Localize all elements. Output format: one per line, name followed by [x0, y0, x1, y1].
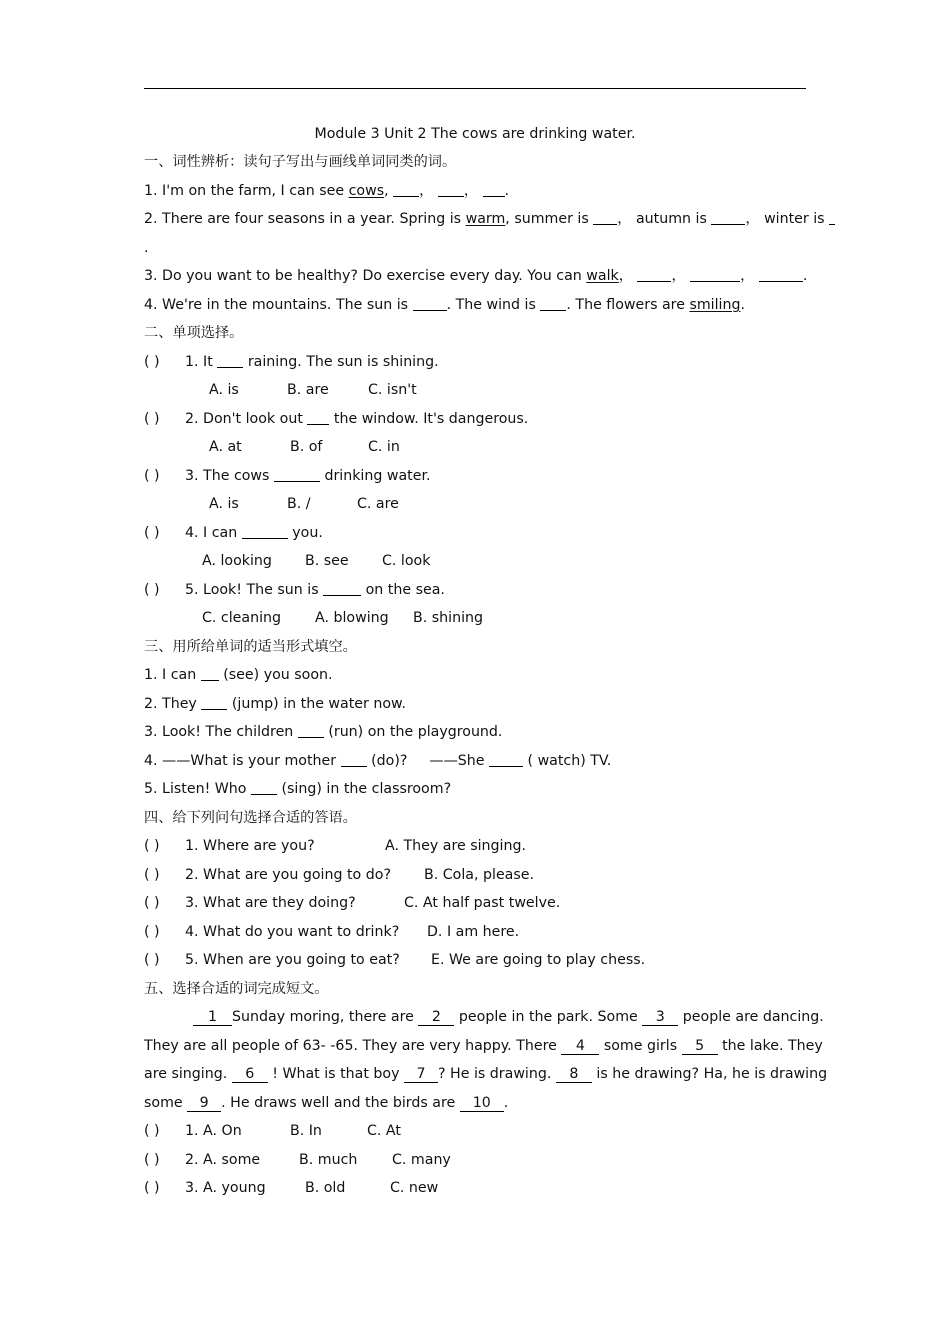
passage-text: some girls: [599, 1038, 682, 1054]
page-title: Module 3 Unit 2 The cows are drinking water.: [314, 126, 636, 142]
answer-blank[interactable]: [438, 183, 464, 197]
question-text: 1. Where are you?: [185, 838, 315, 854]
passage-text: .: [503, 1095, 509, 1111]
answer-blank[interactable]: [413, 297, 447, 311]
option-b[interactable]: B. In: [290, 1123, 322, 1139]
question-stem: 5. Look! The sun is: [185, 582, 324, 598]
question-text: 5. When are you going to eat?: [185, 952, 400, 968]
answer-blank: [323, 582, 361, 596]
question-stem: the window. It's dangerous.: [329, 411, 529, 427]
question-text: 2. They: [144, 696, 202, 712]
passage-line-1: [193, 1007, 824, 1027]
option-c[interactable]: C. are: [357, 496, 399, 512]
option-b[interactable]: B. much: [299, 1152, 358, 1168]
s1-q1-post: ,: [384, 183, 394, 199]
question-text: 3. What are they doing?: [185, 895, 356, 911]
s1-q1-underlined: cows: [348, 183, 385, 199]
passage-blank-8[interactable]: 8: [556, 1066, 592, 1083]
answer-option: B. Cola, please.: [424, 867, 534, 883]
option-a[interactable]: 3. A. young: [185, 1180, 266, 1196]
passage-text: is he drawing? Ha, he is drawing: [591, 1066, 828, 1082]
option-b[interactable]: B. see: [305, 553, 349, 569]
answer-blank[interactable]: [759, 268, 803, 282]
mc-question: [144, 352, 806, 372]
section5-heading: 五、选择合适的词完成短文。: [144, 981, 329, 997]
mc-question: [144, 523, 806, 543]
answer-blank: [217, 354, 243, 368]
s1-question-4: [144, 295, 806, 315]
question-stem: 3. The cows: [185, 468, 274, 484]
question-stem: raining. The sun is shining.: [243, 354, 439, 370]
mc-options: [209, 494, 709, 514]
fill-question: [144, 779, 806, 799]
header-rule: [144, 88, 806, 89]
match-question: [144, 893, 806, 913]
answer-bracket[interactable]: ( ): [144, 411, 160, 427]
s1-q3-end: .: [802, 268, 808, 284]
question-stem: drinking water.: [319, 468, 431, 484]
s1-q2-underlined: warm: [465, 211, 506, 227]
passage-blank-3[interactable]: 3: [642, 1009, 678, 1026]
mc-question: [144, 580, 806, 600]
passage-blank-6[interactable]: 6: [232, 1066, 268, 1083]
question-stem: you.: [287, 525, 323, 541]
option-b[interactable]: B. /: [287, 496, 311, 512]
mc-question: [144, 466, 806, 486]
answer-bracket[interactable]: ( ): [144, 1152, 160, 1168]
option-a[interactable]: A. is: [209, 382, 239, 398]
section3-heading: 三、用所给单词的适当形式填空。: [144, 639, 357, 655]
question-stem: 1. It: [185, 354, 218, 370]
question-stem: 4. I can: [185, 525, 242, 541]
s1-question-3: 3. Do you want to be healthy? Do exercise every day. You can walk， ， ， .: [144, 268, 808, 284]
passage-text: . He draws well and the birds are: [221, 1095, 460, 1111]
mc-options: [209, 380, 709, 400]
s1-q2-dot: .: [144, 240, 149, 256]
option-c[interactable]: C. new: [390, 1180, 439, 1196]
answer-blank[interactable]: [593, 211, 617, 225]
section4-heading: 四、给下列问句选择合适的答语。: [144, 810, 357, 826]
passage-text: some: [144, 1095, 188, 1111]
answer-blank[interactable]: [637, 268, 671, 282]
answer-blank[interactable]: [201, 696, 227, 710]
passage-text: ? He is drawing.: [438, 1066, 556, 1082]
option-b[interactable]: B. old: [305, 1180, 346, 1196]
passage-text: ! What is that boy: [267, 1066, 404, 1082]
passage-blank-4[interactable]: 4: [561, 1038, 599, 1055]
passage-text: the lake. They: [717, 1038, 823, 1054]
answer-bracket[interactable]: ( ): [144, 895, 160, 911]
answer-blank[interactable]: [489, 753, 523, 767]
mc-options: [202, 551, 702, 571]
question-text: 5. Listen! Who: [144, 781, 251, 797]
passage-text: people are dancing.: [678, 1009, 824, 1025]
passage-text: They are all people of 63- -65. They are very happy. There: [144, 1038, 562, 1054]
option-b[interactable]: B. of: [290, 439, 323, 455]
section1-heading: 一、词性辨析：读句子写出与画线单词同类的词。: [144, 154, 457, 170]
s1-question-1: 1. I'm on the farm, I can see cows, ， ， .: [144, 183, 510, 199]
question-stem: 2. Don't look out: [185, 411, 308, 427]
answer-option: E. We are going to play chess.: [431, 952, 646, 968]
match-question: [144, 865, 806, 885]
answer-bracket[interactable]: ( ): [144, 525, 160, 541]
answer-blank[interactable]: [298, 724, 324, 738]
answer-bracket[interactable]: ( ): [144, 468, 160, 484]
answer-bracket[interactable]: ( ): [144, 924, 160, 940]
question-stem: on the sea.: [361, 582, 445, 598]
cloze-question: [144, 1121, 806, 1141]
cloze-question: [144, 1150, 806, 1170]
answer-bracket[interactable]: ( ): [144, 838, 160, 854]
option-a[interactable]: A. is: [209, 496, 239, 512]
option-a[interactable]: A. at: [209, 439, 242, 455]
passage-blank-5[interactable]: 5: [682, 1038, 718, 1055]
option-c[interactable]: C. isn't: [368, 382, 417, 398]
question-text: 4. ——What is your mother: [144, 753, 341, 769]
answer-blank[interactable]: [251, 781, 277, 795]
passage-line-3: [144, 1064, 828, 1084]
answer-blank[interactable]: [711, 211, 745, 225]
question-text: (do)?: [366, 753, 408, 769]
option-b[interactable]: B. are: [287, 382, 329, 398]
option-a[interactable]: 2. A. some: [185, 1152, 261, 1168]
passage-blank-10[interactable]: 10: [460, 1095, 504, 1112]
answer-blank[interactable]: [690, 268, 740, 282]
passage-text: people in the park. Some: [454, 1009, 643, 1025]
s1-q4-b: . The wind is: [446, 297, 541, 313]
question-text: (run) on the playground.: [323, 724, 503, 740]
option-c[interactable]: C. many: [392, 1152, 451, 1168]
answer-bracket[interactable]: ( ): [144, 1123, 160, 1139]
s1-q4-end: .: [740, 297, 746, 313]
question-text: ( watch) TV.: [523, 753, 612, 769]
answer-option: A. They are singing.: [385, 838, 527, 854]
match-question: [144, 950, 806, 970]
option-a[interactable]: 1. A. On: [185, 1123, 242, 1139]
answer-blank[interactable]: [483, 183, 505, 197]
question-text: 2. What are you going to do?: [185, 867, 391, 883]
passage-line-4: [144, 1093, 806, 1113]
option-c[interactable]: C. cleaning: [202, 610, 282, 626]
s1-q4-underlined: smiling: [689, 297, 741, 313]
answer-blank[interactable]: [393, 183, 419, 197]
s1-q4-a: 4. We're in the mountains. The sun is: [144, 297, 413, 313]
s1-q3-pre: 3. Do you want to be healthy? Do exercise every day. You can: [144, 268, 587, 284]
mc-options: [202, 608, 702, 628]
s1-q2-a: , summer is: [505, 211, 594, 227]
question-text: 4. What do you want to drink?: [185, 924, 400, 940]
s1-q2-c: ， winter is: [745, 211, 830, 227]
passage-blank-2[interactable]: 2: [418, 1009, 454, 1026]
fill-question: [144, 722, 806, 742]
s1-q4-c: . The flowers are: [566, 297, 690, 313]
passage-blank-9[interactable]: 9: [187, 1095, 221, 1112]
option-a[interactable]: A. blowing: [315, 610, 389, 626]
match-question: [144, 836, 806, 856]
answer-blank: [307, 411, 329, 425]
fill-question: [144, 751, 806, 771]
answer-blank[interactable]: [540, 297, 566, 311]
section2-heading: 二、单项选择。: [144, 325, 244, 341]
answer-bracket[interactable]: ( ): [144, 952, 160, 968]
answer-option: C. At half past twelve.: [404, 895, 561, 911]
option-c[interactable]: C. look: [382, 553, 431, 569]
answer-blank[interactable]: [201, 667, 219, 681]
option-b[interactable]: B. shining: [413, 610, 484, 626]
mc-options: [209, 437, 709, 457]
answer-bracket[interactable]: ( ): [144, 354, 160, 370]
question-text: (jump) in the water now.: [227, 696, 406, 712]
mc-question: [144, 409, 806, 429]
fill-question: [144, 694, 806, 714]
s1-q3-underlined: walk: [586, 268, 619, 284]
cloze-question: [144, 1178, 806, 1198]
match-question: [144, 922, 806, 942]
answer-bracket[interactable]: ( ): [144, 582, 160, 598]
question-text: 3. Look! The children: [144, 724, 298, 740]
option-c[interactable]: C. in: [368, 439, 400, 455]
question-text: (sing) in the classroom?: [276, 781, 452, 797]
passage-text: are singing.: [144, 1066, 232, 1082]
passage-line-2: [144, 1036, 823, 1056]
passage-blank-1[interactable]: 1: [193, 1009, 232, 1026]
question-text: (see) you soon.: [218, 667, 333, 683]
answer-blank[interactable]: [829, 211, 835, 225]
passage-text: Sunday moring, there are: [232, 1009, 419, 1025]
question-text: ——She: [429, 753, 490, 769]
option-c[interactable]: C. At: [367, 1123, 401, 1139]
answer-blank: [242, 525, 288, 539]
answer-option: D. I am here.: [427, 924, 520, 940]
option-a[interactable]: A. looking: [202, 553, 272, 569]
answer-bracket[interactable]: ( ): [144, 867, 160, 883]
answer-bracket[interactable]: ( ): [144, 1180, 160, 1196]
s1-q1-pre: 1. I'm on the farm, I can see: [144, 183, 349, 199]
passage-blank-7[interactable]: 7: [404, 1066, 438, 1083]
s1-question-2: [144, 209, 830, 229]
s1-q2-b: ， autumn is: [617, 211, 712, 227]
s1-q2-pre: 2. There are four seasons in a year. Spring is: [144, 211, 466, 227]
fill-question: [144, 665, 806, 685]
question-text: 1. I can: [144, 667, 201, 683]
answer-blank[interactable]: [341, 753, 367, 767]
answer-blank: [274, 468, 320, 482]
